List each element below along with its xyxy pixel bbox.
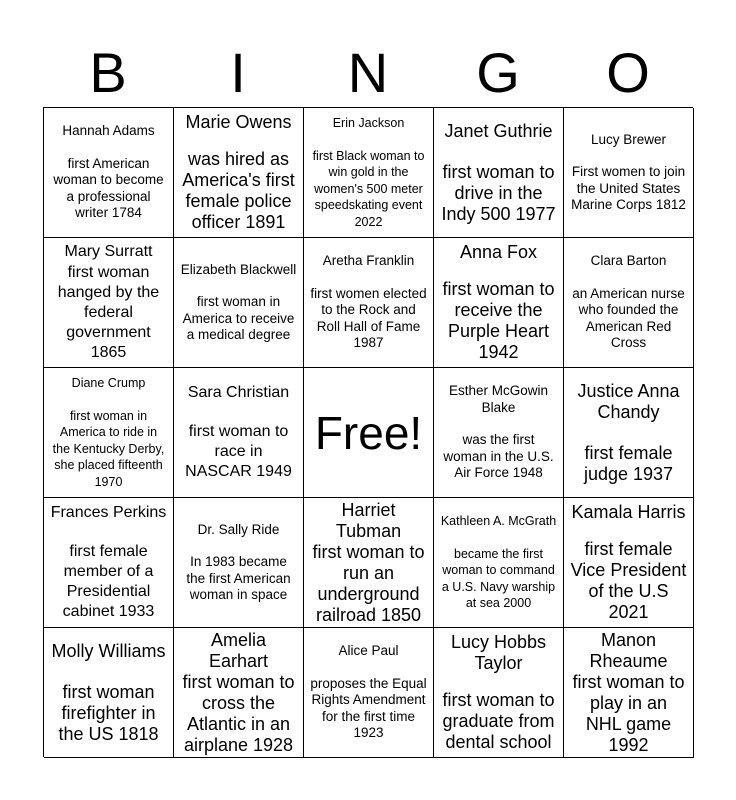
- cell-description: first woman to graduate from dental school: [442, 690, 555, 752]
- bingo-cell[interactable]: [44, 238, 174, 368]
- cell-description: first American woman to become a professional writer 1784: [53, 155, 164, 221]
- cell-description: first female Vice President of the U.S 2021: [570, 539, 687, 622]
- cell-description: first woman to race in NASCAR 1949: [185, 423, 292, 480]
- cell-name: Hannah Adams: [62, 123, 155, 139]
- header-letter-g: G: [476, 41, 520, 104]
- bingo-cell[interactable]: [304, 498, 434, 628]
- cell-name: Alice Paul: [338, 643, 399, 659]
- header-letter-o: O: [606, 41, 650, 104]
- cell-description: first women elected to the Rock and Roll Hall of Fame 1987: [310, 285, 427, 351]
- bingo-cell[interactable]: [434, 368, 564, 498]
- cell-description: first woman to drive in the Indy 500 1977: [441, 161, 556, 224]
- header-letter-n: N: [347, 41, 389, 104]
- cell-name: Justice Anna Chandy: [577, 380, 680, 422]
- bingo-cell[interactable]: [44, 108, 174, 238]
- cell-name: Kamala Harris: [571, 502, 686, 522]
- bingo-cell[interactable]: [564, 238, 694, 368]
- cell-description: In 1983 became the first American woman in space: [186, 554, 291, 602]
- cell-name: Manon Rheaume: [589, 629, 668, 671]
- cell-name: Elizabeth Blackwell: [180, 261, 297, 277]
- cell-description: first woman to play in an NHL game 1992: [572, 671, 685, 755]
- header-letter-i: I: [230, 41, 246, 104]
- cell-name: Lucy Brewer: [590, 131, 667, 147]
- bingo-cell[interactable]: [434, 238, 564, 368]
- cell-description: was the first woman in the U.S. Air Force 1948: [443, 432, 554, 481]
- cell-description: an American nurse who founded the American Red Cross: [572, 285, 685, 351]
- bingo-cell[interactable]: [174, 108, 304, 238]
- cell-description: first woman firefighter in the US 1818: [58, 681, 159, 744]
- cell-name: Esther McGowin Blake: [448, 383, 549, 415]
- free-space-cell[interactable]: [304, 368, 434, 498]
- cell-name: Mary Surratt: [64, 243, 153, 260]
- bingo-grid: [43, 107, 693, 757]
- bingo-cell[interactable]: [434, 108, 564, 238]
- cell-description: First women to join the United States Marine Corps 1812: [571, 164, 686, 212]
- cell-name: Dr. Sally Ride: [197, 521, 280, 537]
- cell-name: Marie Owens: [185, 112, 292, 132]
- cell-description: became the first woman to command a U.S. Navy warship at sea 2000: [441, 546, 556, 611]
- cell-name: Molly Williams: [51, 640, 166, 661]
- cell-name: Aretha Franklin: [322, 253, 415, 269]
- cell-description: first female judge 1937: [583, 442, 674, 484]
- cell-description: first woman to receive the Purple Heart 1942: [442, 279, 555, 362]
- bingo-cell[interactable]: [174, 368, 304, 498]
- cell-description: first woman to run an underground railroad 1850: [312, 541, 425, 625]
- bingo-cell[interactable]: [434, 498, 564, 628]
- bingo-cell[interactable]: [44, 498, 174, 628]
- cell-name: Sara Christian: [187, 384, 290, 401]
- bingo-header: [43, 40, 693, 106]
- cell-name: Erin Jackson: [332, 116, 405, 130]
- bingo-cell[interactable]: [304, 108, 434, 238]
- cell-description: first woman in America to receive a medical degree: [182, 294, 295, 342]
- bingo-cell[interactable]: [44, 368, 174, 498]
- cell-description: first Black woman to win gold in the women's 500 meter speedskating event 2022: [312, 148, 425, 229]
- cell-name: Diane Crump: [71, 376, 146, 390]
- bingo-cell[interactable]: [174, 628, 304, 758]
- bingo-cell[interactable]: [564, 498, 694, 628]
- cell-description: first woman in America to ride in the Kentucky Derby, she placed fifteenth 1970: [52, 408, 165, 489]
- cell-description: proposes the Equal Rights Amendment for the first time 1923: [310, 675, 427, 741]
- cell-description: first female member of a Presidential cabinet 1933: [62, 543, 155, 620]
- bingo-cell[interactable]: [304, 238, 434, 368]
- bingo-cell[interactable]: [434, 628, 564, 758]
- bingo-cell[interactable]: [44, 628, 174, 758]
- cell-description: first woman to cross the Atlantic in an airplane 1928: [182, 671, 295, 755]
- bingo-cell[interactable]: [564, 628, 694, 758]
- cell-description: was hired as America's first female police officer 1891: [182, 149, 295, 232]
- cell-name: Lucy Hobbs Taylor: [450, 632, 547, 673]
- cell-name: Frances Perkins: [50, 504, 167, 521]
- cell-description: first woman hanged by the federal government 1865: [57, 264, 160, 361]
- header-letter-b: B: [89, 41, 127, 104]
- bingo-cell[interactable]: [304, 628, 434, 758]
- cell-name: Clara Barton: [590, 253, 667, 269]
- cell-name: Janet Guthrie: [444, 120, 553, 141]
- free-space-label: Free!: [314, 406, 423, 459]
- cell-name: Harriet Tubman: [335, 499, 402, 541]
- cell-name: Amelia Earhart: [208, 629, 269, 671]
- cell-name: Anna Fox: [459, 242, 538, 262]
- bingo-cell[interactable]: [174, 498, 304, 628]
- cell-name: Kathleen A. McGrath: [440, 514, 557, 529]
- bingo-cell[interactable]: [174, 238, 304, 368]
- bingo-cell[interactable]: [564, 108, 694, 238]
- bingo-cell[interactable]: [564, 368, 694, 498]
